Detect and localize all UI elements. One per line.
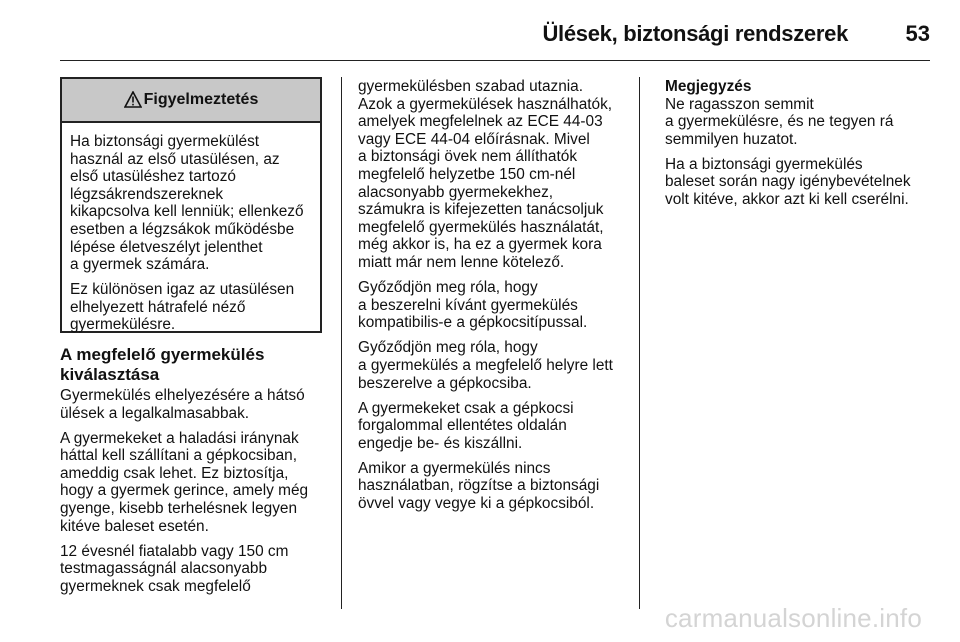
warning-title: Figyelmeztetés bbox=[143, 91, 259, 108]
body-paragraph bbox=[60, 543, 332, 596]
text-line: kikapcsolva kell lenniük; ellenkező bbox=[70, 203, 304, 221]
text-line: amelyek megfelelnek az ECE 44-03 bbox=[358, 113, 603, 131]
text-line: Gyermekülés elhelyezésére a hátsó bbox=[60, 387, 305, 404]
text-line: használ az első utasülésen, az bbox=[70, 150, 280, 168]
text-line: A gyermekeket a haladási iránynak bbox=[60, 429, 299, 447]
text-line: elhelyezett hátrafelé néző bbox=[70, 298, 246, 316]
body-paragraph bbox=[358, 400, 633, 453]
text-line: ameddig csak lehet. Ez biztosítja, bbox=[60, 464, 289, 482]
text-line: megfelelő gyermekülés használatát, bbox=[358, 218, 604, 236]
text-line: volt kitéve, akkor azt ki kell cserélni. bbox=[665, 191, 909, 209]
page-header bbox=[60, 16, 930, 56]
text-line: miatt már nem lenne kötelező. bbox=[358, 253, 565, 271]
text-line: Győződjön meg róla, hogy bbox=[358, 279, 538, 297]
text-line: hogy a gyermek gerince, amely még bbox=[60, 482, 309, 500]
warning-header bbox=[62, 79, 320, 123]
text-line: alacsonyabb gyermekekhez, bbox=[358, 183, 554, 201]
text-line: számukra is kifejezetten tanácsoljuk bbox=[358, 201, 604, 219]
section-heading bbox=[60, 345, 332, 385]
body-paragraph bbox=[60, 387, 332, 422]
text-line: engedje be- és kiszállni. bbox=[358, 434, 523, 452]
text-line: lépése életveszélyt jelenthet bbox=[70, 238, 263, 256]
column-1 bbox=[60, 345, 332, 603]
text-line: a gyermekülésre, és ne tegyen rá bbox=[665, 113, 894, 131]
text-line: használatban, rögzítse a biztonsági bbox=[358, 477, 600, 495]
text-line: Amikor a gyermekülés nincs bbox=[358, 459, 551, 477]
body-paragraph bbox=[358, 279, 633, 332]
text-line: Győződjön meg róla, hogy bbox=[358, 339, 538, 357]
text-line: Azok a gyermekülések használhatók, bbox=[358, 95, 613, 113]
warning-body bbox=[62, 123, 320, 334]
note-title: Megjegyzés bbox=[665, 78, 752, 95]
text-line: légzsákrendszereknek bbox=[70, 185, 224, 203]
text-line: a biztonsági övek nem állíthatók bbox=[358, 148, 578, 166]
text-line: ülések a legalkalmasabbak. bbox=[60, 404, 250, 422]
text-line: 12 évesnél fiatalabb vagy 150 cm bbox=[60, 542, 289, 560]
text-line: esetben a légzsákok működésbe bbox=[70, 220, 295, 238]
text-line: gyermeknek csak megfelelő bbox=[60, 577, 251, 595]
text-line: Ha biztonsági gyermekülést bbox=[70, 133, 260, 150]
text-line: baleset során nagy igénybevételnek bbox=[665, 173, 911, 191]
page-number: 53 bbox=[905, 21, 930, 46]
watermark: carmanualsonline.info bbox=[664, 603, 922, 633]
text-line: testmagasságnál alacsonyabb bbox=[60, 560, 268, 578]
column-2 bbox=[358, 78, 633, 520]
text-line: kompatibilis-e a gépkocsitípussal. bbox=[358, 314, 588, 332]
warning-box bbox=[60, 77, 322, 333]
body-paragraph bbox=[358, 339, 633, 392]
column-divider bbox=[341, 77, 342, 609]
text-line: Ez különösen igaz az utasülésen bbox=[70, 281, 295, 299]
text-line: gyenge, kisebb terhelésnek legyen bbox=[60, 500, 298, 518]
column-3 bbox=[665, 78, 930, 216]
text-line: megfelelő helyzetbe 150 cm-nél bbox=[358, 165, 576, 183]
text-line: Ne ragasszon semmit bbox=[665, 95, 814, 113]
text-line: vagy ECE 44-04 előírásnak. Mivel bbox=[358, 130, 590, 148]
heading-line: kiválasztása bbox=[60, 365, 160, 384]
text-line: Ha a biztonsági gyermekülés bbox=[665, 155, 863, 173]
warning-paragraph bbox=[70, 133, 312, 274]
warning-paragraph bbox=[70, 281, 312, 334]
text-line: övvel vagy vegye ki a gépkocsiból. bbox=[358, 495, 595, 513]
warning-triangle-icon bbox=[124, 91, 142, 108]
text-line: a gyermek számára. bbox=[70, 256, 210, 274]
note-block bbox=[665, 78, 930, 148]
text-line: kitéve baleset esetén. bbox=[60, 517, 209, 535]
heading-line: A megfelelő gyermekülés bbox=[60, 345, 265, 364]
text-line: még akkor is, ha ez a gyermek kora bbox=[358, 236, 602, 254]
text-line: a beszerelni kívánt gyermekülés bbox=[358, 296, 578, 314]
column-divider bbox=[639, 77, 640, 609]
header-divider bbox=[60, 60, 930, 61]
text-line: gyermekülésre. bbox=[70, 316, 176, 334]
page-title: Ülések, biztonsági rendszerek bbox=[542, 21, 848, 46]
body-paragraph bbox=[358, 460, 633, 513]
text-line: semmilyen huzatot. bbox=[665, 130, 798, 148]
text-line: első utasüléshez tartozó bbox=[70, 168, 236, 186]
text-line: a gyermekülés a megfelelő helyre lett bbox=[358, 356, 613, 374]
text-line: forgalommal ellentétes oldalán bbox=[358, 417, 567, 435]
body-paragraph bbox=[358, 78, 633, 272]
body-paragraph bbox=[60, 430, 332, 536]
text-line: gyermekülésben szabad utaznia. bbox=[358, 78, 584, 95]
text-line: beszerelve a gépkocsiba. bbox=[358, 374, 532, 392]
text-line: háttal kell szállítani a gépkocsiban, bbox=[60, 447, 297, 465]
text-line: A gyermekeket csak a gépkocsi bbox=[358, 399, 574, 417]
body-paragraph bbox=[665, 156, 930, 209]
